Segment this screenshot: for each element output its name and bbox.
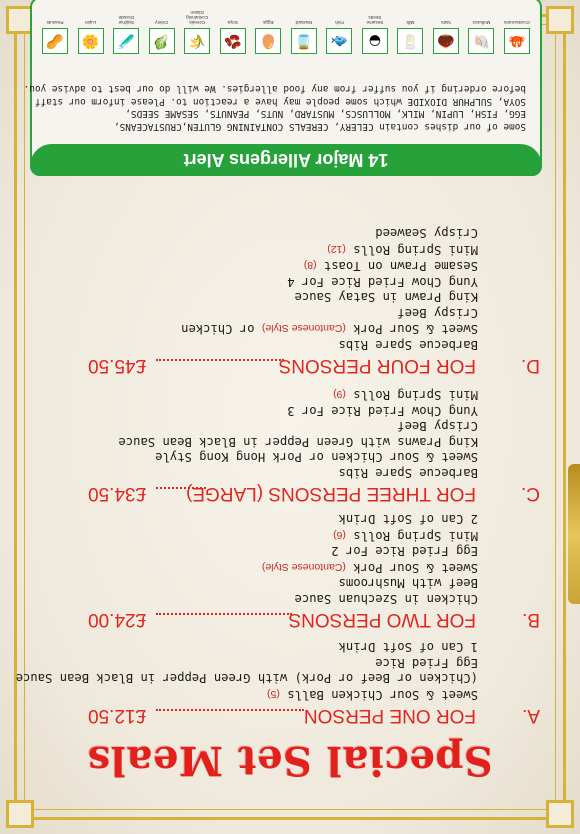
notice-line: Some of our dishes contain CELERY, CEREALS CONTAINING GLUTEN,CRUSTACEANS,: [113, 121, 526, 132]
menu-item: Yung Chow Fried Rice For 4: [287, 275, 478, 289]
section-price: £12.50: [88, 705, 147, 726]
corner-ornament: [6, 800, 34, 828]
section-letter: B.: [522, 609, 540, 630]
item-list: [15, 639, 540, 702]
menu-item: 2 Can of Soft Drink: [338, 512, 478, 527]
allergen-label: Crustaceans: [504, 20, 530, 25]
fish-icon: 🐟: [326, 28, 352, 54]
menu-item: Sweet & Sour Chicken Balls (5): [267, 688, 478, 702]
menu-item: Egg Fried Rice For 2: [331, 544, 478, 559]
nut-icon: 🌰: [433, 28, 459, 54]
notice-line: SOYA, SULPHUR DIOXIDE which some people may have a reaction to. Please inform our staff: [34, 96, 526, 107]
item-note: (Cantonese Style): [261, 561, 346, 573]
allergen-label: Fish: [335, 20, 344, 25]
section-price: £34.50: [88, 483, 147, 504]
egg-icon: 🥚: [255, 28, 281, 54]
section-price: £24.00: [88, 609, 147, 630]
menu-item: King Prawns with Green Pepper in Black Bean Sauce: [118, 435, 478, 449]
decorative-edge: [568, 464, 580, 604]
allergen-label: Sulphur Dioxide: [118, 15, 135, 25]
dot-leader: [156, 487, 206, 489]
lupin-icon: 🌼: [78, 28, 104, 54]
allergen-item: [40, 10, 70, 54]
set-meal-section-a: [15, 639, 540, 726]
menu-item: Chicken in Szechuan Sauce: [294, 592, 478, 606]
allergen-label: Celery: [155, 20, 169, 25]
allergen-label: Lupin: [85, 20, 97, 25]
item-note: (12): [327, 243, 346, 255]
dot-leader: [156, 359, 284, 361]
section-header: [30, 702, 540, 726]
allergen-label: Soya: [227, 20, 238, 25]
menu-item: Mini Spring Rolls (9): [333, 388, 478, 403]
section-title: FOR THREE PERSONS (LARGE): [186, 483, 476, 504]
shell-icon: 🐚: [468, 28, 494, 54]
menu-item: Egg Fried Rice: [375, 656, 478, 670]
allergen-label: Mustard: [295, 20, 313, 25]
wheat-icon: 🌾: [184, 28, 210, 54]
menu-item: Sweet & Sour Pork (Cantonese Style) or Chicken: [181, 322, 478, 337]
item-note: (Cantonese Style): [261, 322, 346, 335]
crab-icon: 🦀: [504, 28, 530, 54]
section-header: [30, 352, 540, 376]
menu-item: 1 Can of Soft Drink: [338, 640, 478, 655]
menu-item: Beef with Mushrooms: [338, 576, 478, 591]
menu-item: Crispy Seaweed: [375, 226, 478, 241]
item-list: [30, 386, 540, 480]
section-header: [30, 480, 540, 504]
allergen-label: Milk: [406, 20, 415, 25]
allergen-label: Molluscs: [472, 20, 491, 25]
corner-ornament: [546, 6, 574, 34]
allergen-item: [182, 10, 212, 54]
page-title: Special Set Meals: [87, 737, 493, 784]
allergen-item: [324, 10, 354, 54]
allergen-label: Eggs: [263, 20, 274, 25]
allergen-item: [147, 10, 177, 54]
allergen-label: Cereals Containing Gluten: [186, 10, 209, 25]
allergen-heading: 14 Major Allergens Alert: [30, 144, 542, 176]
allergen-item: [111, 10, 141, 54]
peanut-icon: 🥜: [42, 28, 68, 54]
section-header: [30, 606, 540, 630]
mustard-icon: 🫙: [291, 28, 317, 54]
celery-icon: 🥬: [149, 28, 175, 54]
notice-line: EGG, FISH, LUPIN, MILK, MOLLUSCS, MUSTARD, NUTS, PEANUTS, SESAME SEEDS,: [125, 108, 526, 120]
menu-item: King Prawn in Satay Sauce: [294, 290, 478, 305]
allergen-item: [360, 10, 390, 54]
allergen-item: [76, 10, 106, 54]
menu-item: Sesame Prawn on Toast (8): [303, 259, 478, 274]
allergen-panel: [23, 0, 542, 176]
allergen-item: [502, 10, 532, 54]
item-note: (5): [267, 688, 280, 700]
allergen-item: [253, 10, 283, 54]
set-meal-section-b: [30, 511, 540, 630]
allergen-icon-row: [40, 10, 532, 54]
menu-item: Mini Spring Rolls (6): [333, 529, 478, 543]
item-list: [30, 225, 540, 352]
set-meal-section-c: [30, 386, 540, 504]
dot-leader: [156, 613, 292, 615]
allergen-label: Peanuts: [46, 20, 64, 25]
milk-icon: 🥛: [397, 28, 423, 54]
section-price: £45.50: [88, 355, 147, 376]
allergen-label: Nuts: [441, 20, 451, 25]
allergen-item: [289, 10, 319, 54]
sulphur-icon: 🧪: [113, 28, 139, 54]
section-letter: A.: [522, 705, 540, 726]
item-note: (6): [333, 529, 346, 541]
menu-item: (Chicken or Beef or Pork) with Green Pepper in Black Bean Sauce: [15, 671, 478, 686]
menu-item: Sweet & Sour Pork (Cantonese Style): [261, 561, 478, 575]
item-note: (9): [333, 388, 346, 401]
menu-item: Barbecue Spare Ribs: [338, 466, 478, 480]
menu-item: Yung Chow Fried Rice For 3: [287, 404, 478, 418]
dot-leader: [156, 709, 304, 711]
menu-item: Sweet & Sour Chicken or Pork Hong Kong Style: [155, 450, 478, 465]
seeds-icon: ◒: [362, 28, 388, 54]
soya-icon: 🫘: [220, 28, 246, 54]
section-letter: C.: [521, 483, 540, 504]
allergen-item: [218, 10, 248, 54]
allergen-item: [395, 10, 425, 54]
notice-line: before ordering if you suffer from any food allergies. We will do our best to advise you.: [23, 83, 526, 95]
menu-item: Crispy Beef: [397, 306, 478, 320]
menu-item: Crispy Beef: [397, 419, 478, 434]
allergen-item: [466, 10, 496, 54]
item-list: [30, 511, 540, 606]
section-title: FOR FOUR PERSONS: [278, 355, 476, 376]
allergen-label: Sesame Seeds: [366, 15, 384, 25]
menu-item: Barbecue Spare Ribs: [338, 338, 478, 352]
section-title: FOR ONE PERSON: [303, 705, 476, 726]
set-meal-section-d: [30, 225, 540, 376]
menu-item: Mini Spring Rolls (12): [327, 243, 478, 257]
item-note: (8): [303, 259, 317, 272]
section-title: FOR TWO PERSONS: [288, 609, 476, 630]
allergen-item: [431, 10, 461, 54]
corner-ornament: [546, 800, 574, 828]
allergen-notice: [23, 82, 526, 132]
section-letter: D.: [521, 355, 540, 376]
